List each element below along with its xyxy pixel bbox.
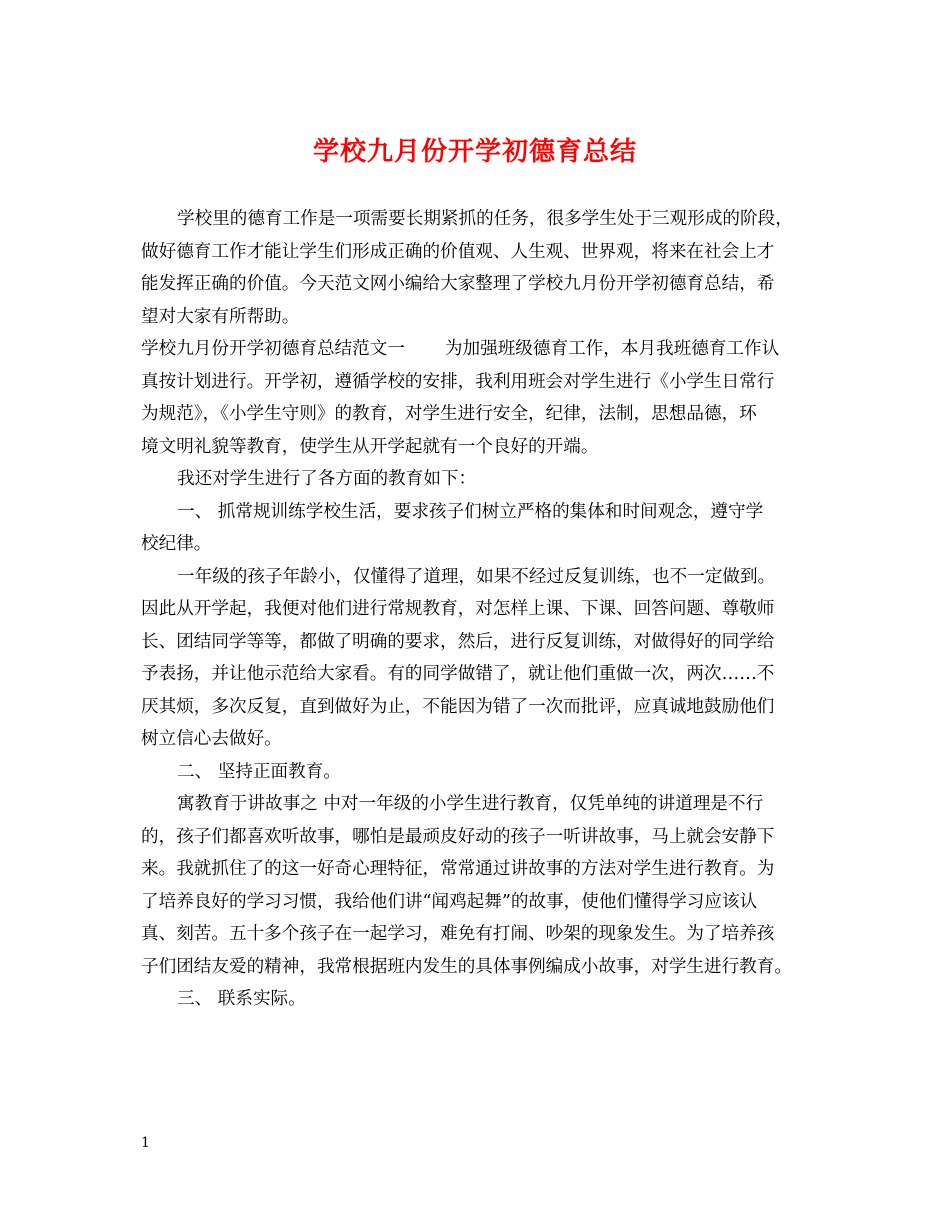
text-line: 厌其烦，多次反复，直到做好为止，不能因为错了一次而批评，应真诚地鼓励他们 <box>141 696 775 717</box>
text-line: 真按计划进行。开学初，遵循学校的安排，我利用班会对学生进行《小学生日常行 <box>141 371 775 392</box>
page-number: 1 <box>141 1135 150 1151</box>
text-line: 做好德育工作才能让学生们形成正确的价值观、人生观、世界观，将来在社会上才 <box>141 241 775 262</box>
text-line: 校纪律。 <box>141 534 212 554</box>
text-line: 子们团结友爱的精神，我常根据班内发生的具体事例编成小故事，对学生进行教育。 <box>141 956 792 977</box>
document-body <box>141 203 831 1016</box>
document-title: 学校九月份开学初德育总结 <box>312 137 637 167</box>
text-line: 的，孩子们都喜欢听故事，哪怕是最顽皮好动的孩子一听讲故事，马上就会安静下 <box>141 826 775 847</box>
section-heading: 学校九月份开学初德育总结范文一 <box>141 339 405 359</box>
text-line: 望对大家有所帮助。 <box>141 306 300 327</box>
text-line: 树立信心去做好。 <box>141 729 282 749</box>
text-line-section-heading <box>141 333 831 366</box>
text-line: 一年级的孩子年龄小，仅懂得了道理，如果不经过反复训练，也不一定做到。 <box>177 566 776 587</box>
text-line-item-two: 二、 坚持正面教育。 <box>177 761 341 782</box>
text-line: 了培养良好的学习习惯，我给他们讲“闻鸡起舞”的故事，使他们懂得学习应该认 <box>141 891 758 912</box>
text-line: 学校里的德育工作是一项需要长期紧抓的任务，很多学生处于三观形成的阶段， <box>177 209 793 229</box>
text-line: 境文明礼貌等教育，使学生从开学起就有一个良好的开端。 <box>141 436 599 457</box>
text-line: 予表扬，并让他示范给大家看。有的同学做错了，就让他们重做一次，两次……不 <box>141 664 775 684</box>
text-line: 为规范》，《小学生守则》的教育，对学生进行安全，纪律，法制，思想品德，环 <box>141 404 757 424</box>
text-line: 来。我就抓住了的这一好奇心理特征，常常通过讲故事的方法对学生进行教育。为 <box>141 859 775 879</box>
text-line: 能发挥正确的价值。今天范文网小编给大家整理了学校九月份开学初德育总结，希 <box>141 274 775 294</box>
text-line: 长、团结同学等等，都做了明确的要求，然后，进行反复训练，对做得好的同学给 <box>141 631 775 652</box>
text-line-item-one: 一、 抓常规训练学校生活，要求孩子们树立严格的集体和时间观念，遵守学 <box>177 501 764 522</box>
text-line-item-three: 三、 联系实际。 <box>177 989 306 1009</box>
section-text: 为加强班级德育工作，本月我班德育工作认 <box>444 339 780 359</box>
text-line: 寓教育于讲故事之 中对一年级的小学生进行教育，仅凭单纯的讲道理是不行 <box>177 794 764 814</box>
text-line: 我还对学生进行了各方面的教育如下： <box>177 469 477 489</box>
text-line: 真、刻苦。五十多个孩子在一起学习，难免有打闹、吵架的现象发生。为了培养孩 <box>141 924 775 944</box>
text-line: 因此从开学起，我便对他们进行常规教育，对怎样上课、下课、回答问题、尊敬师 <box>141 599 775 619</box>
